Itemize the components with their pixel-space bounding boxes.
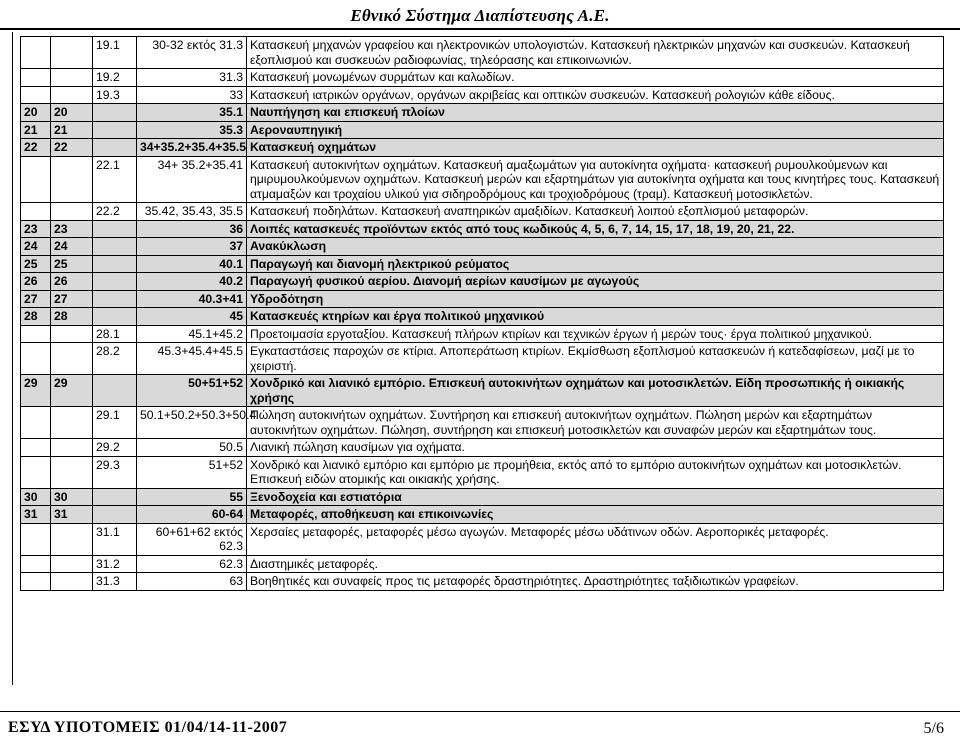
nace-code-cell: 37 — [137, 238, 247, 256]
nace-code-cell: 40.2 — [137, 273, 247, 291]
nace-code-cell: 45.3+45.4+45.5 — [137, 343, 247, 375]
description-cell: Ναυπήγηση και επισκευή πλοίων — [247, 104, 944, 122]
nace-code-cell: 45 — [137, 308, 247, 326]
subsector-code-cell: 29.2 — [93, 439, 137, 457]
sector-code-cell — [21, 156, 51, 203]
description-cell: Κατασκευή μηχανών γραφείου και ηλεκτρονικών υπολογιστών. Κατασκευή ηλεκτρικών μηχανών και συσκευών. Κατασκευή εξοπλισμού και συσκευών ραδιοφωνίας, τηλεόρασης και επικοινωνιών. — [247, 37, 944, 69]
sector-number-cell: 21 — [51, 121, 93, 139]
sector-number-cell: 26 — [51, 273, 93, 291]
subsection-row — [21, 523, 944, 555]
subsection-row — [21, 69, 944, 87]
description-cell: Κατασκευή ιατρικών οργάνων, οργάνων ακριβείας και οπτικών συσκευών. Κατασκευή ρολογιών κάθε είδους. — [247, 86, 944, 104]
nace-code-cell: 45.1+45.2 — [137, 325, 247, 343]
nace-code-cell: 35.3 — [137, 121, 247, 139]
subsection-row — [21, 325, 944, 343]
subsector-code-cell — [93, 139, 137, 157]
sector-code-cell: 27 — [21, 290, 51, 308]
description-cell: Κατασκευή αυτοκινήτων οχημάτων. Κατασκευή αμαξωμάτων για αυτοκίνητα οχήματα· κατασκευή ρυμουλκούμενων και ημιρυμουλκούμενων οχημάτων. Κατασκευή μερών και εξαρτημάτων για αυτοκίνητα οχήματα και τους κινητήρες τους. Κατασκευή ατμαμαξών και τροχαίου υλικού για σιδηροδρόμους και τροχιοδρόμους (τραμ). Κατασκευή μοτοσικλετών. — [247, 156, 944, 203]
sector-number-cell — [51, 439, 93, 457]
sector-code-cell: 28 — [21, 308, 51, 326]
sector-number-cell — [51, 203, 93, 221]
subsector-code-cell — [93, 121, 137, 139]
description-cell: Κατασκευές κτηρίων και έργα πολιτικού μηχανικού — [247, 308, 944, 326]
subsector-code-cell: 22.2 — [93, 203, 137, 221]
subsector-code-cell — [93, 375, 137, 407]
sector-code-cell — [21, 343, 51, 375]
nace-code-cell: 50.5 — [137, 439, 247, 457]
subsector-code-cell: 29.3 — [93, 456, 137, 488]
nace-code-cell: 60-64 — [137, 506, 247, 524]
sector-number-cell: 20 — [51, 104, 93, 122]
nace-code-cell: 33 — [137, 86, 247, 104]
subsection-row — [21, 407, 944, 439]
document-header-title: Εθνικό Σύστημα Διαπίστευσης Α.Ε. — [350, 6, 610, 25]
sector-code-cell — [21, 325, 51, 343]
sector-code-cell: 29 — [21, 375, 51, 407]
subsection-row — [21, 456, 944, 488]
sector-number-cell — [51, 343, 93, 375]
subsector-code-cell: 19.2 — [93, 69, 137, 87]
section-row — [21, 104, 944, 122]
footer-document-code: ΕΣΥΔ ΥΠΟΤΟΜΕΙΣ 01/04/14-11-2007 — [8, 719, 288, 736]
subsector-code-cell: 28.2 — [93, 343, 137, 375]
nace-code-cell: 62.3 — [137, 555, 247, 573]
sector-code-cell: 23 — [21, 220, 51, 238]
nace-code-cell: 60+61+62 εκτός 62.3 — [137, 523, 247, 555]
description-cell: Χερσαίες μεταφορές, μεταφορές μέσω αγωγών. Μεταφορές μέσω υδάτινων οδών. Αεροπορικές μεταφορές. — [247, 523, 944, 555]
sector-number-cell: 29 — [51, 375, 93, 407]
footer-rule — [0, 711, 960, 712]
sector-code-cell: 24 — [21, 238, 51, 256]
sector-number-cell: 30 — [51, 488, 93, 506]
subsection-row — [21, 343, 944, 375]
description-cell: Κατασκευή μονωμένων συρμάτων και καλωδίων. — [247, 69, 944, 87]
sector-number-cell: 31 — [51, 506, 93, 524]
sector-code-cell: 30 — [21, 488, 51, 506]
description-cell: Αεροναυπηγική — [247, 121, 944, 139]
nace-code-cell: 40.3+41 — [137, 290, 247, 308]
sector-number-cell: 27 — [51, 290, 93, 308]
subsector-code-cell — [93, 255, 137, 273]
nace-code-cell: 50.1+50.2+50.3+50.4 — [137, 407, 247, 439]
description-cell: Χονδρικό και λιανικό εμπόριο. Επισκευή αυτοκινήτων οχημάτων και μοτοσικλετών. Είδη προσωπικής ή οικιακής χρήσης — [247, 375, 944, 407]
description-cell: Ανακύκλωση — [247, 238, 944, 256]
sector-code-cell: 31 — [21, 506, 51, 524]
subsector-code-cell — [93, 238, 137, 256]
sector-code-cell — [21, 523, 51, 555]
sector-number-cell — [51, 407, 93, 439]
nace-code-cell: 51+52 — [137, 456, 247, 488]
sector-number-cell: 28 — [51, 308, 93, 326]
nace-code-cell: 35.1 — [137, 104, 247, 122]
subsector-code-cell: 28.1 — [93, 325, 137, 343]
sector-number-cell — [51, 69, 93, 87]
sector-code-cell — [21, 573, 51, 591]
nace-code-cell: 34+35.2+35.4+35.5 — [137, 139, 247, 157]
description-cell: Λιανική πώληση καυσίμων για οχήματα. — [247, 439, 944, 457]
subsector-code-cell: 29.1 — [93, 407, 137, 439]
subsector-code-cell — [93, 506, 137, 524]
nace-code-cell: 35.42, 35.43, 35.5 — [137, 203, 247, 221]
left-margin-strip — [0, 32, 13, 685]
section-row — [21, 238, 944, 256]
sector-code-cell — [21, 555, 51, 573]
subsection-row — [21, 439, 944, 457]
description-cell: Χονδρικό και λιανικό εμπόριο και εμπόριο με προμήθεια, εκτός από το εμπόριο αυτοκινήτων οχημάτων και μοτοσικλετών. Επισκευή ειδών ατομικής και οικιακής χρήσης. — [247, 456, 944, 488]
sector-number-cell — [51, 325, 93, 343]
sector-code-cell — [21, 203, 51, 221]
section-row — [21, 375, 944, 407]
subsector-code-cell: 31.2 — [93, 555, 137, 573]
sector-number-cell — [51, 523, 93, 555]
subsector-code-cell: 19.3 — [93, 86, 137, 104]
description-cell: Παραγωγή και διανομή ηλεκτρικού ρεύματος — [247, 255, 944, 273]
sector-code-cell: 26 — [21, 273, 51, 291]
subsection-row — [21, 156, 944, 203]
sector-number-cell — [51, 156, 93, 203]
sector-code-cell — [21, 407, 51, 439]
description-cell: Βοηθητικές και συναφείς προς τις μεταφορές δραστηριότητες. Δραστηριότητες ταξιδιωτικών γραφείων. — [247, 573, 944, 591]
subsector-code-cell — [93, 488, 137, 506]
sector-code-cell: 20 — [21, 104, 51, 122]
description-cell: Κατασκευή ποδηλάτων. Κατασκευή αναπηρικών αμαξιδίων. Κατασκευή λοιπού εξοπλισμού μεταφορών. — [247, 203, 944, 221]
sector-table — [20, 36, 944, 591]
subsection-row — [21, 86, 944, 104]
sector-code-cell: 22 — [21, 139, 51, 157]
subsector-code-cell: 31.3 — [93, 573, 137, 591]
nace-code-cell: 30-32 εκτός 31.3 — [137, 37, 247, 69]
sector-number-cell — [51, 555, 93, 573]
nace-code-cell: 40.1 — [137, 255, 247, 273]
section-row — [21, 121, 944, 139]
description-cell: Κατασκευή οχημάτων — [247, 139, 944, 157]
subsector-code-cell — [93, 308, 137, 326]
subsection-row — [21, 555, 944, 573]
section-row — [21, 139, 944, 157]
description-cell: Μεταφορές, αποθήκευση και επικοινωνίες — [247, 506, 944, 524]
subsector-code-cell — [93, 104, 137, 122]
header-rule — [0, 28, 960, 30]
section-row — [21, 255, 944, 273]
sector-code-cell — [21, 86, 51, 104]
description-cell: Ξενοδοχεία και εστιατόρια — [247, 488, 944, 506]
nace-code-cell: 55 — [137, 488, 247, 506]
nace-code-cell: 63 — [137, 573, 247, 591]
section-row — [21, 273, 944, 291]
sector-code-cell: 21 — [21, 121, 51, 139]
section-row — [21, 488, 944, 506]
subsection-row — [21, 37, 944, 69]
section-row — [21, 220, 944, 238]
sector-number-cell — [51, 573, 93, 591]
description-cell: Διαστημικές μεταφορές. — [247, 555, 944, 573]
nace-code-cell: 50+51+52 — [137, 375, 247, 407]
subsection-row — [21, 203, 944, 221]
description-cell: Λοιπές κατασκευές προϊόντων εκτός από τους κωδικούς 4, 5, 6, 7, 14, 15, 17, 18, 19, 20, 21, 22. — [247, 220, 944, 238]
subsector-code-cell: 22.1 — [93, 156, 137, 203]
description-cell: Παραγωγή φυσικού αερίου. Διανομή αερίων καυσίμων με αγωγούς — [247, 273, 944, 291]
sector-table-body — [21, 37, 944, 591]
footer-page-number: 5/6 — [923, 720, 944, 737]
sector-code-cell — [21, 37, 51, 69]
sector-number-cell — [51, 456, 93, 488]
sector-code-cell — [21, 439, 51, 457]
subsector-code-cell — [93, 220, 137, 238]
sector-number-cell: 24 — [51, 238, 93, 256]
section-row — [21, 506, 944, 524]
sector-code-cell — [21, 456, 51, 488]
subsector-code-cell — [93, 290, 137, 308]
description-cell: Υδροδότηση — [247, 290, 944, 308]
sector-number-cell — [51, 86, 93, 104]
description-cell: Πώληση αυτοκινήτων οχημάτων. Συντήρηση και επισκευή αυτοκινήτων οχημάτων. Πώληση μερών και εξαρτημάτων αυτοκινήτων οχημάτων. Πώληση, συντήρηση και επισκευή μοτοσικλετών και συναφών μερών και εξαρτημάτων τους. — [247, 407, 944, 439]
nace-code-cell: 31.3 — [137, 69, 247, 87]
description-cell: Προετοιμασία εργοταξίου. Κατασκευή πλήρων κτιρίων και τεχνικών έργων ή μερών τους· έργα πολιτικού μηχανικού. — [247, 325, 944, 343]
sector-code-cell — [21, 69, 51, 87]
section-row — [21, 290, 944, 308]
subsector-code-cell: 31.1 — [93, 523, 137, 555]
sector-number-cell: 23 — [51, 220, 93, 238]
sector-number-cell — [51, 37, 93, 69]
subsector-code-cell — [93, 273, 137, 291]
sector-number-cell: 25 — [51, 255, 93, 273]
nace-code-cell: 36 — [137, 220, 247, 238]
sector-code-cell: 25 — [21, 255, 51, 273]
subsection-row — [21, 573, 944, 591]
sector-number-cell: 22 — [51, 139, 93, 157]
section-row — [21, 308, 944, 326]
subsector-code-cell: 19.1 — [93, 37, 137, 69]
description-cell: Εγκαταστάσεις παροχών σε κτίρια. Αποπεράτωση κτιρίων. Εκμίσθωση εξοπλισμού κατασκευών ή κατεδαφίσεων, μαζί με το χειριστή. — [247, 343, 944, 375]
nace-code-cell: 34+ 35.2+35.41 — [137, 156, 247, 203]
